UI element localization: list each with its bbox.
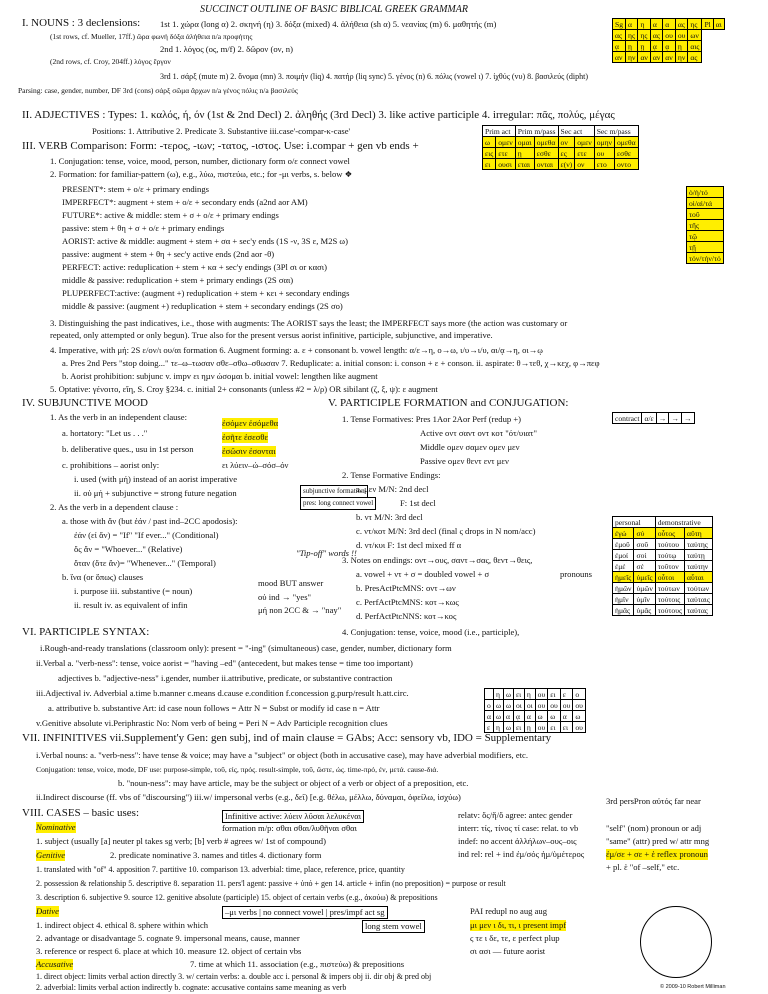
contraction-cell: ε — [485, 722, 494, 733]
syntax-line: i.Verbal nouns: a. "verb-ness": have tense & voice; may have a "subject" or object (both in accusative case), may have adverbial modifiers, etc. — [36, 750, 528, 760]
contraction-cell: ο — [573, 689, 586, 700]
pronoun-cell: ἡμῶν — [613, 583, 634, 594]
noun-endings-cell: Pl — [702, 19, 713, 30]
ptc-line: 1. Tense Formatives: Pres 1Aor 2Aor Perf (redup +) — [342, 414, 522, 424]
syntax-line: ii.Verbal a. "verb-ness": tense, voice aorist = "having –ed" (antecedent, but makes tense = time too important) — [36, 658, 413, 668]
copyright: © 2009-10 Robert Milliman — [660, 984, 726, 990]
syntax-line: iii.Adjectival iv. Adverbial a.time b.manner c.means d.cause e.condition f.concession g.purp/result h.att.circ. — [36, 688, 409, 698]
contraction-cell: ᾳ — [513, 711, 524, 722]
contraction-cell: η — [493, 689, 503, 700]
noun-endings-cell: ᾳ — [650, 41, 662, 52]
noun-endings-cell: ᾳ — [613, 41, 626, 52]
pai-row: μι μεν ι δι, τι, ι present impf — [470, 920, 567, 930]
verb-endings-cell: ομαι — [515, 137, 534, 148]
contraction-cell: α — [503, 711, 513, 722]
article-row — [687, 220, 724, 231]
pronoun-cell: ἐμοί — [613, 550, 634, 561]
pronoun-cell: ἐγώ — [613, 528, 634, 539]
syntax-line: b. "noun-ness": may have article, may be the subject or object of a verb or object of a preposition, etc. — [118, 778, 469, 788]
pronoun-cell: ὑμεῖς — [634, 572, 655, 583]
ptc-line: d. PerfActPtcNNS: κοτ→κος — [356, 611, 457, 621]
pronoun-rel: relatv: ὅς/ἥ/ὅ agree: antec gender — [458, 810, 573, 820]
contraction-cell: ου — [535, 689, 548, 700]
contraction-cell: ῃ — [524, 722, 535, 733]
contraction-cell: ει — [548, 689, 561, 700]
verb-tense-row: PERFECT: active: reduplication + stem + κα + sec'y endings (3Pl σι or κασι) — [62, 262, 327, 272]
subj-line: i. used (with μή) instead of an aorist imperative — [74, 474, 238, 484]
pronoun-cell: τοῦτον — [655, 561, 684, 572]
contraction-cell: ω — [503, 722, 513, 733]
pronoun-header: personal — [613, 517, 656, 528]
case-line: 2. advantage or disadvantage 5. cognate 9. impersonal means, cause, manner — [36, 933, 300, 943]
pronoun-rel: indef: no accent ἀλλήλων–ους–οις — [458, 836, 577, 846]
infinitive-formation-box: Infinitive active: λύειν λῦσαι λελυκέναι — [222, 810, 364, 823]
article-cell: τῷ — [687, 231, 724, 242]
verb-conjugation: 1. Conjugation: tense, voice, mood, person, number, dictionary form ο/ε connect vowel — [50, 156, 350, 166]
verb-optative: 5. Optative: γένοιτο, εἴη, S. Croy §234. c. initial 2+ consonants (unless #2 = λ/ρ) OR sibilant (ζ, ξ, ψ): ε augment — [50, 384, 438, 394]
pronoun-cell: σέ — [634, 561, 655, 572]
subjunctive-heading: IV. SUBJUNCTIVE MOOD — [22, 397, 149, 409]
article-row — [687, 231, 724, 242]
pronoun-cell: τούτους — [655, 605, 684, 616]
pronoun-row — [613, 528, 713, 539]
noun-endings-cell: αν — [663, 52, 676, 63]
noun-endings-cell: ης — [626, 30, 638, 41]
pronoun-rel: ind rel: rel + ind ἐμ/σός ἡμ/ὑμέτερος — [458, 849, 585, 859]
verb-endings-cell: εται — [515, 159, 534, 170]
subj-line: ii. οὐ μή + subjunctive = strong future negation — [74, 488, 237, 498]
article-cell: οἱ/αἱ/τά — [687, 198, 724, 209]
verb-tense-row: AORIST: active & middle: augment + stem + σα + sec'y ends (1S -ν, 3S ε, M2S ω) — [62, 236, 348, 246]
verb-tense-row: middle & passive: reduplication + stem + primary endings (2S σαι) — [62, 275, 294, 285]
verb-endings-cell: ες — [558, 148, 575, 159]
pronoun-cell: ὑμᾶς — [634, 605, 655, 616]
cases-heading: VIII. CASES – basic uses: — [22, 807, 140, 819]
subj-line: ii. result iv. as equivalent of infin — [74, 600, 188, 610]
contraction-cell: η — [524, 689, 535, 700]
article-cell: τόν/τήν/τό — [687, 253, 724, 264]
verb-endings-header: Sec m/pass — [594, 126, 638, 137]
subj-line: a. those with ἄν (but ἐάν / past ind–2CC apodosis): — [62, 516, 238, 526]
noun-endings-cell: ης — [688, 19, 702, 30]
nouns-row-1: 1st 1. χώρα (long α) 2. σκηνή (η) 3. δόξα (mixed) 4. ἀλήθεια (sh α) 5. νεανίας (m) 6. μαθητής (m) — [160, 19, 497, 29]
adjective-positions: Positions: 1. Attributive 2. Predicate 3. Substantive iii.case'-compar-κ-case' — [92, 126, 351, 136]
ptc-line: b. PresActPtcMNS: οντ→ων — [356, 583, 456, 593]
reflexive: ἐμ/σε + σε + ἑ reflex pronoun — [606, 849, 708, 859]
verb-endings-header-row — [483, 126, 639, 137]
verb-endings-cell: εσθε — [614, 148, 638, 159]
contraction-cell: ου — [548, 700, 561, 711]
contraction-cell: η — [493, 722, 503, 733]
article-cell: τῆς — [687, 220, 724, 231]
pronoun-cell: ἐμοῦ — [613, 539, 634, 550]
contraction-cell: ει — [513, 689, 524, 700]
verb-heading: III. VERB Comparison: Form: -τερος, -ιων; -τατος, -ιστος. Use: i.compar + gen vb ends + — [22, 140, 419, 152]
adjectives-heading: II. ADJECTIVES : Types: 1. καλός, ή, όν (1st & 2nd Decl) 2. ἀληθής (3rd Decl) 3. like active participle 4. irregular: πᾶς, πολύς, μέγας — [22, 109, 615, 121]
verb-distinguish-1: 3. Distinguishing the past indicatives, i.e., those with augments: The AORIST says the least; the IMPERFECT says more (the action was customary or — [50, 318, 568, 328]
noun-endings-cell: αι — [713, 19, 724, 30]
verb-tense-row: passive: augment + stem + θη + sec'y active ends (2nd aor -θ) — [62, 249, 275, 259]
noun-endings-cell: ῃ — [638, 41, 650, 52]
subj-line: 1. As the verb in an independent clause: — [50, 412, 187, 422]
contraction-cell: ω — [493, 711, 503, 722]
noun-endings-cell: ας — [688, 52, 702, 63]
subjunctive-formation-box: subjunctive formation — [300, 485, 368, 498]
mi-long-stem-box: long stem vowel — [362, 920, 425, 933]
subj-line: b. deliberative ques., usu in 1st person — [62, 444, 194, 454]
dative-label: Dative — [36, 906, 59, 916]
pronoun-cell: ταύτην — [684, 561, 712, 572]
case-line: 1. subject (usually [a] neuter pl takes sg verb; [b] verb # agrees w/ 1st of compound) — [36, 836, 326, 846]
syntax-line: ii.Indirect discourse (ff. vbs of "discoursing") iii.w/ impersonal verbs (e.g., δεῖ) [e.g. θέλω, μέλλω, δύναμαι, ὀφείλω, ἰσχύω) — [36, 792, 461, 802]
article-cell: τῇ — [687, 242, 724, 253]
pronoun-cell: ταύτας — [684, 605, 712, 616]
ptc-line: b. ντ M/N: 3rd decl — [356, 512, 423, 522]
pronoun-cell: ὑμῶν — [634, 583, 655, 594]
contract-cell: → — [681, 413, 694, 424]
ptc-line: 4. Conjugation: tense, voice, mood (i.e., participle), — [342, 627, 520, 637]
subj-form: ἐσῆτε ἐσεσθε — [222, 432, 269, 442]
ptc-line: Middle ομεν σαμεν ομεν μεν — [420, 442, 520, 452]
verb-endings-cell: εις — [483, 148, 496, 159]
noun-endings-cell: ας — [675, 19, 688, 30]
ptc-line: Passive ομεν θεντ εντ μεν — [420, 456, 509, 466]
contraction-cell: ου — [573, 722, 586, 733]
syntax-line: Conjugation: tense, voice, mode, DF use: purpose-simple, τοῦ, εἰς, πρός. result-simple, τοῦ, ὥστε, ὡς. time-πρό, ἐν, μετά. cause-διά. — [36, 765, 439, 774]
contraction-cell: α — [485, 711, 494, 722]
noun-endings-cell: αις — [688, 41, 702, 52]
article-row — [687, 253, 724, 264]
subjunctive-formation-box-2: pres: long connect vowel — [300, 497, 376, 510]
article-row — [687, 198, 724, 209]
noun-endings-cell: ου — [663, 30, 676, 41]
subj-line: ἐάν (εἰ ἄν) = "If" "If ever..." (Conditional) — [74, 530, 219, 540]
reflexive: + pl. ἑ "of –self," etc. — [606, 862, 680, 872]
verb-endings-cell: ε(ν) — [558, 159, 575, 170]
ptc-line: a. vowel + ντ + σ = doubled vowel + σ — [356, 569, 490, 579]
contract-table — [612, 412, 695, 424]
verb-formation: 2. Formation: for familiar-pattern (ω), e.g., λύω, πιστεύω, etc.; for -μι verbs, s. below ❖ — [50, 169, 353, 179]
page-title: SUCCINCT OUTLINE OF BASIC BIBLICAL GREEK GRAMMAR — [200, 4, 468, 15]
article-table — [686, 186, 724, 264]
nouns-row-3b: Parsing: case, gender, number, DF 3rd (cons) σάρξ σῶμα ἄρχων n/a γένος πόλις n/a βασιλεύς — [18, 86, 298, 95]
contraction-row — [485, 700, 586, 711]
infinitive-formation-box-2: formation m/p: σθαι σθαι/λυθῆναι σθαι — [222, 823, 357, 833]
verb-endings-header: Prim m/pass — [515, 126, 558, 137]
noun-endings-row — [613, 52, 725, 63]
noun-endings-cell: ην — [626, 52, 638, 63]
verb-tense-row: PRESENT*: stem + ο/ε + primary endings — [62, 184, 209, 194]
syntax-line: v.Genitive absolute vi.Periphrastic No: Nom verb of being = Peri N = Adv Participle recognition clues — [36, 718, 388, 728]
participle-formation-heading: V. PARTICIPLE FORMATION and CONJUGATION: — [328, 397, 569, 409]
subj-form: ἐσῶσιν ἐσονται — [222, 446, 276, 456]
contraction-cell: ε — [560, 689, 573, 700]
case-line: 1. indirect object 4. ethical 8. sphere within which — [36, 920, 209, 930]
contraction-cell: ει — [560, 722, 573, 733]
article-row — [687, 209, 724, 220]
verb-endings-cell: ομην — [594, 137, 614, 148]
contract-cell: → — [656, 413, 669, 424]
verb-distinguish-2: repeated, only attempted or only begun). True also for the present versus aorist infinitive, participle, subjunctive, and imperative. — [50, 330, 493, 340]
reflexive: "same" (attr) pred w/ attr mng — [606, 836, 710, 846]
article-cell: ὁ/ἡ/τό — [687, 187, 724, 198]
contract-cell: → — [669, 413, 682, 424]
nouns-row-2b: (2nd rows, cf. Croy, 204ff.) λόγος ἔργον — [50, 57, 171, 66]
subj-form: ει λύειν–ώ–σόσ–όν — [222, 460, 289, 470]
pronoun-row — [613, 583, 713, 594]
verb-tense-row: IMPERFECT*: augment + stem + ο/ε + secondary ends (a2nd aor AM) — [62, 197, 308, 207]
noun-endings-cell: αν — [613, 52, 626, 63]
verb-endings-cell: ου — [594, 148, 614, 159]
pronouns-label: pronouns — [560, 569, 592, 579]
pronoun-cell: ὑμῖν — [634, 594, 655, 605]
noun-endings-cell: α — [650, 19, 662, 30]
contraction-cell: ου — [573, 700, 586, 711]
case-line: 1. translated with "of" 4. apposition 7. partitive 10. comparison 13. adverbial: time, place, reference, price, quantity — [36, 865, 405, 874]
noun-endings-cell: αν — [638, 52, 650, 63]
case-line: 7. time at which 11. association (e.g., πιστεύω) & prepositions — [190, 959, 405, 969]
prepositions-circle-diagram — [640, 906, 712, 978]
case-line: 2. adverbial: limits verbal action indirectly b. cognate: accusative contains same meaning as verb — [36, 983, 347, 992]
pronoun-cell: τούτων — [684, 583, 712, 594]
verb-tense-row: middle & passive: (augment +) reduplication + stem + secondary endings (2S σο) — [62, 301, 343, 311]
subj-line: c. prohibitions – aorist only: — [62, 460, 160, 470]
ptc-line: d. ντ/κυι F: 1st decl mixed ff α — [356, 540, 462, 550]
syntax-line: adjectives b. "adjective-ness" i.gender, number ii.attributive, predicate, or substantive contraction — [58, 673, 393, 683]
infinitives-heading: VII. INFINITIVES vii.Supplement'y Gen: gen subj, ind of main clause = GAbs; Acc: sensory vb, IDO = Supplementary — [22, 732, 552, 744]
verb-endings-row — [483, 159, 639, 170]
pronoun-row — [613, 550, 713, 561]
ptc-line: F: 1st decl — [400, 498, 436, 508]
verb-aorist-prohibition: b. Aorist prohibition: subjunc v. impv ει ηµν ώσομαι b. initial vowel: lengthen like augment — [62, 371, 378, 381]
pronoun-row — [613, 539, 713, 550]
contraction-cell: ει — [513, 722, 524, 733]
subj-line: a. hortatory: "Let us . . ." — [62, 428, 148, 438]
noun-endings-cell: ᾳ — [663, 41, 676, 52]
verb-endings-cell: ομεθα — [614, 137, 638, 148]
pronoun-cell: τούτῳ — [655, 550, 684, 561]
subj-line: b. ἵνα (or ὅπως) clauses — [62, 572, 144, 582]
pronoun-cell: σύ — [634, 528, 655, 539]
contraction-cell: ω — [503, 700, 513, 711]
nouns-heading: I. NOUNS : 3 declensions: — [22, 17, 141, 29]
verb-endings-cell: ον — [575, 159, 595, 170]
subj-line: 2. As the verb in a dependent clause : — [50, 502, 179, 512]
verb-endings-header: Prim act — [483, 126, 516, 137]
accusative-label: Accusative — [36, 959, 74, 969]
contraction-cell: ω — [548, 711, 561, 722]
contraction-cell: ω — [493, 700, 503, 711]
verb-endings-cell: οντο — [614, 159, 638, 170]
noun-endings-cell: Sg — [613, 19, 626, 30]
subj-line: ὅταν (ὅτε ἄν)= "Whenever..." (Temporal) — [74, 558, 216, 568]
article-cell: τοῦ — [687, 209, 724, 220]
verb-endings-cell: ομεν — [575, 137, 595, 148]
nouns-row-1b: (1st rows, cf. Mueller, 17ff.) ὥρα φωνή δόξα ἀλήθεια n/a προφήτης — [50, 32, 253, 41]
pronoun-cell: ταύτης — [684, 539, 712, 550]
noun-endings-cell: ου — [675, 30, 688, 41]
ptc-line: c. PerfActPtcMNS: κοτ→κως — [356, 597, 459, 607]
nominative-label: Nominative — [36, 822, 76, 832]
verb-endings-cell: ετο — [594, 159, 614, 170]
verb-endings-cell: ετε — [496, 148, 516, 159]
verb-endings-table — [482, 125, 639, 170]
verb-tense-row: PLUPERFECT:active: (augment +) reduplication + stem + κει + secondary endings — [62, 288, 350, 298]
subj-line: ὅς ἄν = "Whoever..." (Relative) — [74, 544, 183, 554]
pronoun-cell: ἡμῖν — [613, 594, 634, 605]
noun-endings-cell: η — [638, 19, 650, 30]
pronoun-cell: ταύτῃ — [684, 550, 712, 561]
verb-pres-prohibition: a. Pres 2nd Pers "stop doing..." τε–ω–τωσαν σθε–σθω–σθωσαν 7. Reduplicate: a. initial conson: i. conson + ε + conson. ii. aspirate: θ→τεθ, χ→κεχ, φ→πεφ — [62, 358, 600, 368]
verb-tense-row: passive: stem + θη + σ + ο/ε + primary endings — [62, 223, 225, 233]
article-row — [687, 242, 724, 253]
mood-ou-note: οὐ ind → "yes" — [258, 592, 312, 602]
contraction-row — [485, 711, 586, 722]
reflexive: "self" (nom) pronoun or adj — [606, 823, 702, 833]
pronoun-header-row — [613, 517, 713, 528]
verb-endings-cell: ομεν — [496, 137, 516, 148]
mood-mh-note: μή non 2CC & → "nay" — [258, 605, 342, 615]
pronoun-cell: ἡμεῖς — [613, 572, 634, 583]
ptc-line: a. μεν M/N: 2nd decl — [356, 484, 429, 494]
ptc-line: Active οντ σαντ οντ κοτ "ότ/υιατ" — [420, 428, 537, 438]
pronoun-cell: αὗται — [684, 572, 712, 583]
verb-endings-cell: ει — [483, 159, 496, 170]
noun-endings-cell: ας — [613, 30, 626, 41]
pers-pron: 3rd persPron αὐτός far near — [606, 796, 701, 806]
noun-endings-cell: ων — [688, 30, 702, 41]
verb-endings-cell: ετε — [575, 148, 595, 159]
contraction-cell: ω — [535, 711, 548, 722]
pronoun-cell: αὕτη — [684, 528, 712, 539]
verb-endings-cell: ονται — [534, 159, 558, 170]
mi-verbs-box: –μι verbs | no connect vowel | pres/impf act sg — [222, 906, 388, 919]
case-line: 2. predicate nominative 3. names and titles 4. dictionary form — [110, 850, 322, 860]
verb-tense-row: FUTURE*: active & middle: stem + σ + ο/ε + primary endings — [62, 210, 279, 220]
pronoun-row — [613, 594, 713, 605]
contraction-cell: ου — [535, 722, 548, 733]
noun-endings-cell: αν — [650, 52, 662, 63]
pronoun-cell: τούτου — [655, 539, 684, 550]
pronoun-cell: τούτοις — [655, 594, 684, 605]
article-row — [687, 187, 724, 198]
pronoun-cell: σοί — [634, 550, 655, 561]
contraction-cell: οι — [513, 700, 524, 711]
nouns-row-2: 2nd 1. λόγος (ος, m/f) 2. δῶρον (ον, n) — [160, 44, 293, 54]
genitive-label: Genitive — [36, 850, 66, 860]
pronoun-cell: οὗτοι — [655, 572, 684, 583]
contraction-cell: οι — [524, 700, 535, 711]
ptc-line: 2. Tense Formative Endings: — [342, 470, 441, 480]
pronoun-cell: ἐμέ — [613, 561, 634, 572]
noun-endings-cell: ῃ — [626, 41, 638, 52]
ptc-line: 3. Notes on endings: οντ→ους, σαντ→σας, θεντ→θεις, — [342, 555, 533, 565]
pronoun-cell: τούτων — [655, 583, 684, 594]
contraction-row — [485, 722, 586, 733]
contraction-cell: α — [524, 711, 535, 722]
syntax-line: i.Rough-and-ready translations (classroom only): present = "-ing" (simultaneous) case, gender, number, dictionary form — [40, 643, 452, 653]
noun-endings-cell: ῃ — [675, 41, 688, 52]
verb-endings-cell: ον — [558, 137, 575, 148]
contraction-cell: α — [560, 711, 573, 722]
verb-endings-header: Sec act — [558, 126, 594, 137]
noun-endings-cell: ας — [650, 30, 662, 41]
pai-header: PAI redupl no aug aug — [470, 906, 548, 916]
verb-endings-cell: ουσι — [496, 159, 516, 170]
pronoun-row — [613, 605, 713, 616]
subj-form: ἐσόμεν ἐσόμεθα — [222, 418, 279, 428]
ptc-line: c. ντ/κοτ M/N: 3rd decl (final ς drops in N nom/acc) — [356, 526, 536, 536]
contract-cell: α/ε — [642, 413, 656, 424]
pronoun-table — [612, 516, 713, 616]
pronoun-rel: interr: τίς, τίνος τί case: relat. to vb — [458, 823, 579, 833]
subj-line: i. purpose iii. substantive (= noun) — [74, 586, 193, 596]
pronoun-row — [613, 572, 713, 583]
case-line: 1. direct object: limits verbal action directly 3. w/ certain verbs: a. double acc i. personal & impers obj ii. dir obj & pred obj — [36, 972, 432, 981]
noun-endings-cell: ης — [638, 30, 650, 41]
noun-endings-row — [613, 30, 725, 41]
contraction-cell: ω — [573, 711, 586, 722]
case-line: 2. possession & relationship 5. descriptive 8. separation 11. pers'l agent: passive + ὑπό + gen 14. article + infin (no preposition) = purpose or result — [36, 879, 506, 888]
noun-endings-cell: ην — [675, 52, 688, 63]
contraction-row — [485, 689, 586, 700]
contraction-cell: ου — [535, 700, 548, 711]
verb-endings-cell: εσθε — [534, 148, 558, 159]
contract-row — [613, 413, 695, 424]
verb-endings-row — [483, 148, 639, 159]
verb-endings-cell: ω — [483, 137, 496, 148]
noun-endings-cell: α — [626, 19, 638, 30]
participle-syntax-heading: VI. PARTICIPLE SYNTAX: — [22, 626, 150, 638]
verb-imperative: 4. Imperative, with μή: 2S ε/ον/ι ου/αι formation 6. Augment forming: a. ε + consonant b. vowel length: α/ε→η, ο→ω, ι/υ→ι/υ, αι/ᾳ→η, οι→ῳ — [50, 345, 543, 355]
syntax-line: a. attributive b. substantive Art: id case noun follows = Attr N = Subst or modify id case n = Attr — [48, 703, 380, 713]
verb-endings-cell: ομεθα — [534, 137, 558, 148]
pronoun-cell: σοῦ — [634, 539, 655, 550]
contraction-cell: ει — [548, 722, 561, 733]
pronoun-header: demonstrative — [655, 517, 712, 528]
pronoun-cell: οὗτος — [655, 528, 684, 539]
noun-endings-cell: α — [663, 19, 676, 30]
pronoun-cell: ταύταις — [684, 594, 712, 605]
contraction-cell: ου — [560, 700, 573, 711]
contract-cell: contract — [613, 413, 642, 424]
case-line: 3. reference or respect 6. place at which 10. measure 12. object of certain vbs — [36, 946, 302, 956]
tip-off-note: "Tip-off" words !! — [296, 548, 357, 558]
pai-row: ς τε ι δε, τε, ε perfect plup — [470, 933, 560, 943]
pronoun-cell: ἡμᾶς — [613, 605, 634, 616]
pai-row: σι ασι — future aorist — [470, 946, 546, 956]
mood-note: mood BUT answer — [258, 578, 324, 588]
contraction-cell — [485, 689, 494, 700]
verb-endings-cell: ῃ — [515, 148, 534, 159]
noun-endings-table — [612, 18, 725, 63]
contraction-cell: ω — [503, 689, 513, 700]
contraction-grid — [484, 688, 586, 733]
contraction-cell: ο — [485, 700, 494, 711]
noun-endings-header-row — [613, 19, 725, 30]
pronoun-row — [613, 561, 713, 572]
noun-endings-row — [613, 41, 725, 52]
verb-endings-row — [483, 137, 639, 148]
case-line: 3. description 6. subjective 9. source 12. genitive absolute (participle) 15. object of certain verbs (e.g., ἀκούω) & prepositions — [36, 893, 438, 902]
nouns-row-3: 3rd 1. σάρξ (mute m) 2. ὄνομα (mn) 3. ποιμήν (liq) 4. πατήρ (liq sync) 5. γένος (n) 6. πόλις (vowel ι) 7. ἰχθύς (vυ) 8. βασιλεύς (dipht) — [160, 72, 589, 81]
